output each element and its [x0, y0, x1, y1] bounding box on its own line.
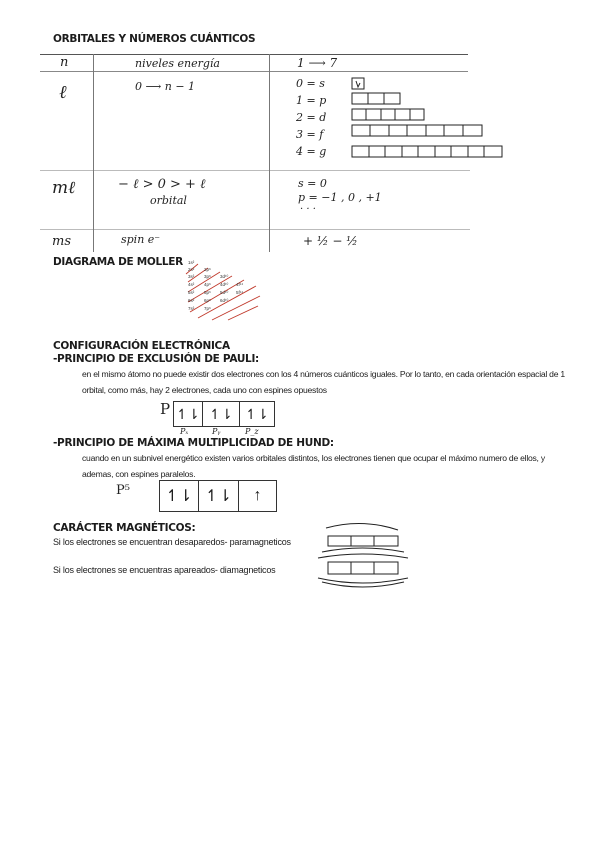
pauli-box: ↿⇂: [202, 401, 240, 427]
ml-value-dots: · · ·: [300, 204, 316, 215]
table-col-divider: [93, 54, 94, 252]
moller-5s: 5s²: [188, 290, 195, 295]
moller-2p: 2p⁶: [204, 267, 211, 272]
hund-box: ↿⇂: [198, 480, 239, 512]
pauli-sub-x: Pₓ: [180, 427, 189, 436]
moller-7p: 7p⁶: [204, 306, 211, 311]
pauli-box: ↿⇂: [173, 401, 203, 427]
pauli-sub-z: P_z: [245, 427, 259, 436]
l-value-p: 1 = p: [296, 94, 327, 107]
hund-box: ↿⇂: [159, 480, 199, 512]
table-col-divider: [269, 54, 270, 252]
moller-6p: 6p⁶: [204, 298, 211, 303]
hund-text: cuando en un subnivel energético existen varios orbitales distintos, los electrones tienen que ocupar el máximo numero de ellos, y ademas, con espines paralelos.: [82, 453, 545, 479]
ml-value-s: s = 0: [298, 177, 327, 190]
config-title: CONFIGURACIÓN ELECTRÓNICA: [53, 340, 230, 352]
symbol-ms: ms: [52, 234, 71, 249]
moller-3d: 3d¹⁰: [220, 274, 229, 279]
magnetic-field-diagram: [312, 522, 412, 592]
pauli-title: -PRINCIPIO DE EXCLUSIÓN DE PAULI:: [53, 353, 259, 365]
symbol-ml: mℓ: [52, 178, 76, 198]
moller-2s: 2s²: [188, 267, 195, 272]
moller-7s: 7s²: [188, 306, 195, 311]
table-header-rule: [40, 71, 468, 72]
table-row-rule: [40, 229, 470, 230]
ml-value-p: p = −1 , 0 , +1: [298, 191, 382, 204]
hund-box: ↑: [238, 480, 277, 512]
page-title: ORBITALES Y NÚMEROS CUÁNTICOS: [53, 33, 256, 45]
moller-5f: 5f¹⁴: [236, 290, 244, 295]
symbol-n: n: [60, 55, 69, 70]
symbol-l: ℓ: [59, 82, 67, 103]
magnetic-title: CARÁCTER MAGNÉTICOS:: [53, 522, 196, 534]
ml-range: − ℓ > 0 > + ℓ: [118, 177, 206, 192]
diamagnetic-line: Si los electrones se encuentras apareados- diamagneticos: [53, 565, 276, 575]
paramagnetic-line: Si los electrones se encuentran desaparedos- paramagneticos: [53, 537, 291, 547]
moller-4p: 4p⁶: [204, 282, 211, 287]
pauli-box: ↿⇂: [239, 401, 275, 427]
l-value-g: 4 = g: [296, 145, 327, 158]
ms-spin: spin e⁻: [121, 233, 161, 246]
table-top-rule: [40, 54, 468, 55]
moller-5p: 5p⁶: [204, 290, 211, 295]
moller-4s: 4s²: [188, 282, 195, 287]
orbital-box-diagram: [350, 76, 510, 162]
n-range: 1 ⟶ 7: [297, 56, 338, 70]
moller-3s: 3s²: [188, 274, 195, 279]
hund-label: P⁵: [116, 483, 130, 498]
pauli-sub-y: Pᵧ: [212, 427, 221, 436]
moller-4f: 4f¹⁴: [236, 282, 244, 287]
l-range: 0 ⟶ n − 1: [135, 80, 196, 93]
pauli-label: P: [160, 400, 171, 418]
moller-title: DIAGRAMA DE MOLLER: [53, 256, 183, 268]
moller-6s: 6s²: [188, 298, 195, 303]
moller-diagram: [184, 260, 264, 322]
l-value-s: 0 = s: [296, 77, 325, 90]
pauli-text: en el mismo átomo no puede existir dos electrones con los 4 números cuánticos iguales. Por lo tanto, en cada orientación espacial de 1 orbital, como más, hay 2 electrones, cada uno con espines opuestos: [82, 369, 565, 395]
n-description: niveles energía: [135, 57, 220, 70]
ml-orbital-label: orbital: [150, 194, 187, 207]
moller-5d: 5d¹⁰: [220, 290, 229, 295]
l-value-d: 2 = d: [296, 111, 327, 124]
moller-6d: 6d¹⁰: [220, 298, 229, 303]
hund-title: -PRINCIPIO DE MÁXIMA MULTIPLICIDAD DE HUND:: [53, 437, 334, 449]
moller-3p: 3p⁶: [204, 274, 211, 279]
table-row-rule: [40, 170, 470, 171]
moller-4d: 4d¹⁰: [220, 282, 229, 287]
ms-values: + ½ − ½: [303, 234, 358, 248]
l-value-f: 3 = f: [296, 128, 324, 141]
moller-1s: 1s²: [188, 260, 195, 265]
